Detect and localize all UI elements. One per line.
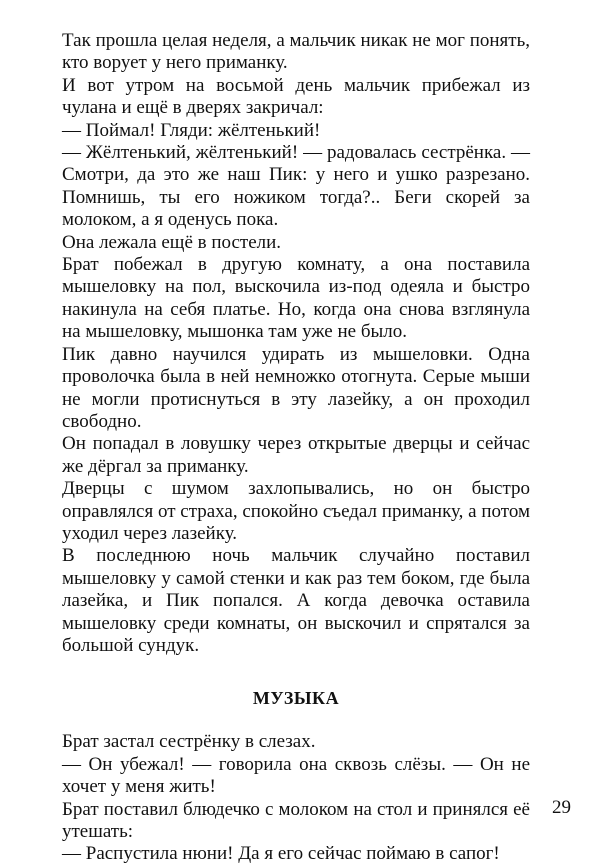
paragraph: — Жёлтенький, жёлтенький! — радовалась сестрёнка. — Смотри, да это же наш Пик: у него и ушко разрезано. Помнишь, ты его ножиком тогда?.. Беги скорей за молоком, а я оденусь пока. xyxy=(62,142,530,231)
paragraph: Так прошла целая неделя, а мальчик никак не мог понять, кто ворует у него приманку. xyxy=(62,30,530,74)
paragraph: — Распустила нюни! Да я его сейчас поймаю в сапог! xyxy=(62,843,500,865)
paragraph: Дверцы с шумом захлопывались, но он быстро оправлялся от страха, спокойно съедал приманку, а потом уходил через лазейку. xyxy=(62,478,530,544)
paragraph: В последнюю ночь мальчик случайно поставил мышеловку у самой стенки и как раз тем боком, где была лазейка, и Пик попался. А когда девочка оставила мышеловку среди комнаты, он выскочил и спрятался за большой сундук. xyxy=(62,545,530,656)
page-number: 29 xyxy=(552,797,571,818)
section-heading: МУЗЫКА xyxy=(252,688,340,709)
paragraph: Брат поставил блюдечко с молоком на стол и принялся её утешать: xyxy=(62,798,530,842)
paragraph: Брат застал сестрёнку в слезах. xyxy=(62,731,316,753)
paragraph: И вот утром на восьмой день мальчик прибежал из чулана и ещё в дверях закричал: xyxy=(62,74,530,119)
page-body xyxy=(62,30,530,866)
paragraph: Пик давно научился удирать из мышеловки. Одна проволочка была в ней немножко отогнута. Серые мыши не могли протиснуться в эту лазейку, а он проходил свободно. xyxy=(62,343,530,432)
paragraph: Она лежала ещё в постели. xyxy=(62,231,282,253)
paragraph: — Он убежал! — говорила она сквозь слёзы. — Он не хочет у меня жить! xyxy=(62,753,530,798)
paragraph: Он попадал в ловушку через открытые дверцы и сейчас же дёргал за приманку. xyxy=(62,433,530,477)
paragraph: Брат побежал в другую комнату, а она поставила мышеловку на пол, выскочила из-под одеяла и быстро накинула на себя платье. Но, когда она снова взглянула на мышеловку, мышонка там уже не было. xyxy=(62,254,530,343)
paragraph: — Поймал! Гляди: жёлтенький! xyxy=(62,119,321,141)
